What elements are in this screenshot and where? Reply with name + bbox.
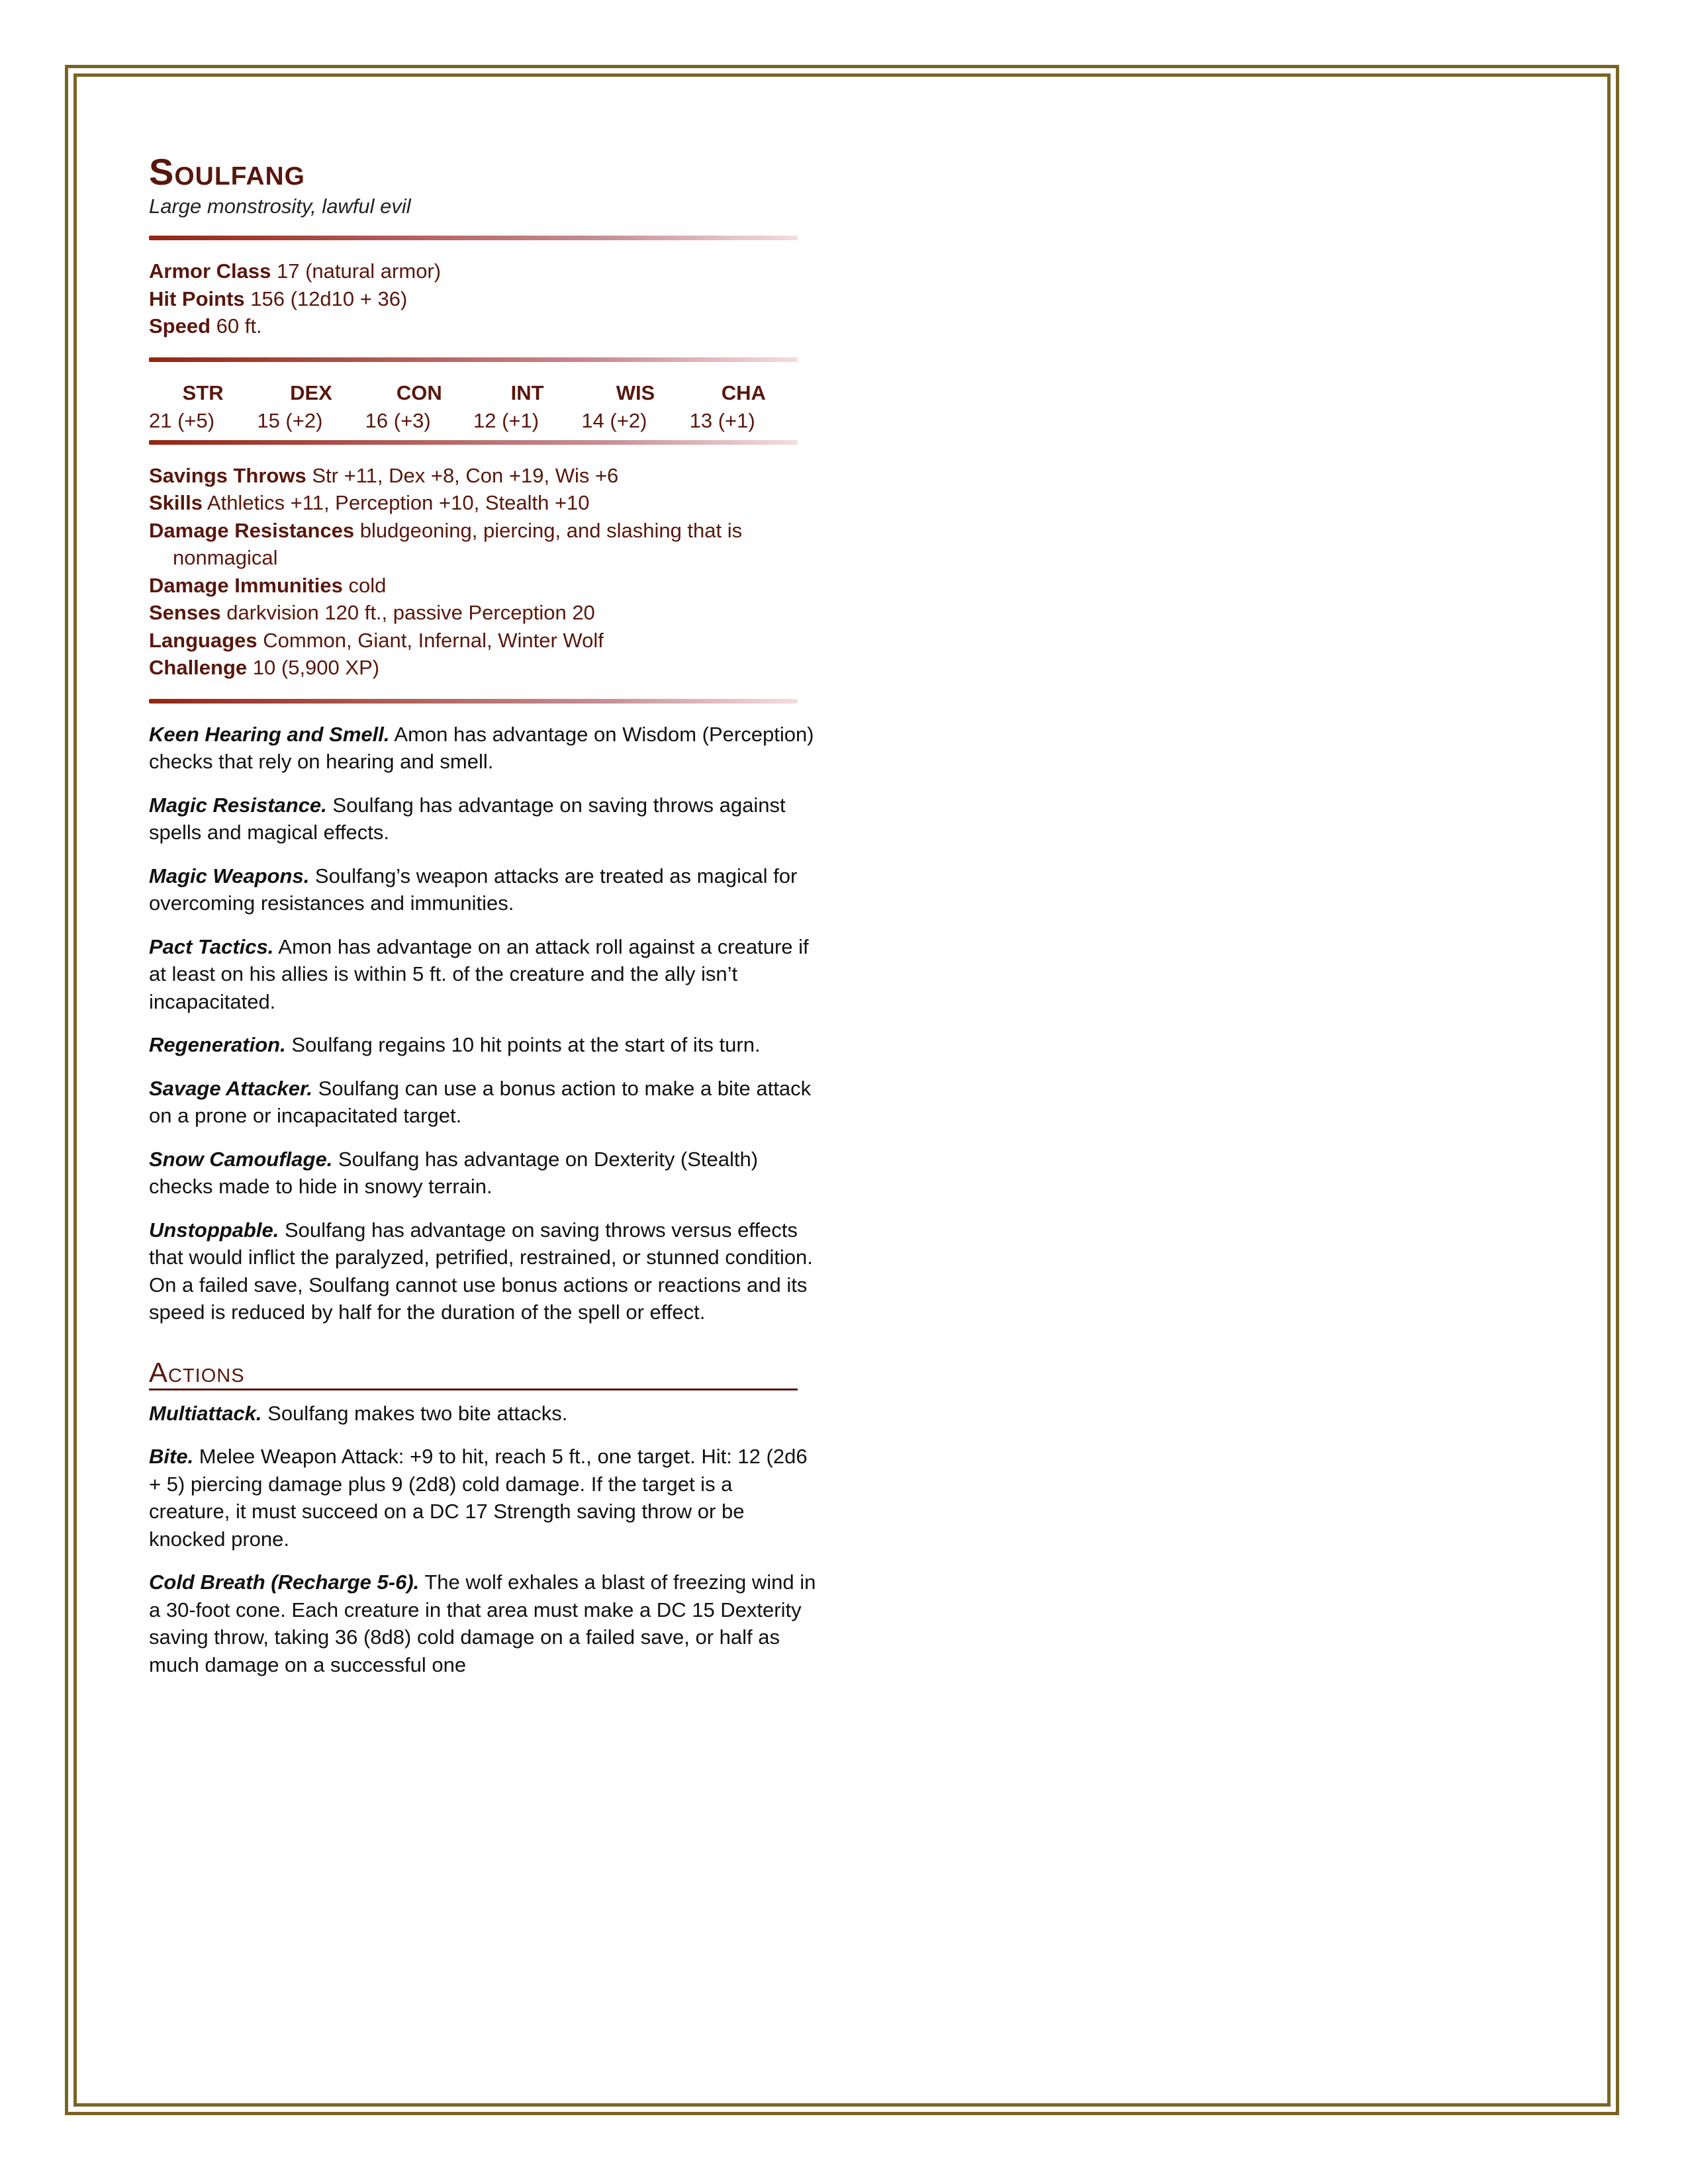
trait-text: Amon has advantage on Wisdom (Perception) checks that rely on hearing and smell. — [149, 722, 814, 773]
trait-savage-attacker — [149, 1075, 818, 1130]
trait-text: Soulfang has advantage on Dexterity (Stealth) checks made to hide in snowy terrain. — [149, 1147, 759, 1198]
damage-resistances-value: bludgeoning, piercing, and slashing that is — [359, 518, 743, 542]
armor-class-label: Armor Class — [149, 259, 271, 283]
trait-text: Soulfang’s weapon attacks are treated as magical for overcoming resistances and immunities. — [149, 864, 798, 915]
defense-section — [149, 257, 824, 340]
languages-line — [149, 627, 824, 655]
divider — [149, 440, 798, 445]
ability-cha — [690, 379, 798, 435]
trait-name: Unstoppable. — [149, 1218, 279, 1242]
trait-text: Amon has advantage on an attack roll against a creature if at least on his allies is within 5 ft. of the creature and the ally isn’t incapacitated. — [149, 934, 809, 1013]
ability-int — [473, 379, 581, 435]
action-name: Cold Breath (Recharge 5-6). — [149, 1570, 420, 1594]
ability-value: 12 (+1) — [473, 408, 539, 432]
damage-immunities-line — [149, 572, 824, 600]
trait-keen-hearing — [149, 721, 818, 776]
skills-value: Athletics +11, Perception +10, Stealth +10 — [207, 491, 590, 514]
trait-text: Soulfang has advantage on saving throws versus effects that would inflict the paralyzed, petrified, restrained, or stunned condition. On a failed save, Soulfang cannot use bonus actions or reactions and its speed is reduced by half for the duration of the spell or effect. — [149, 1218, 813, 1324]
divider — [149, 357, 798, 362]
properties-section — [149, 462, 824, 682]
divider — [149, 236, 798, 240]
ability-label: CON — [396, 381, 442, 404]
challenge-label: Challenge — [149, 656, 248, 679]
languages-label: Languages — [149, 628, 258, 652]
actions-section — [149, 1400, 824, 1679]
ability-value: 14 (+2) — [581, 408, 647, 432]
damage-resistances-continued: nonmagical — [173, 546, 278, 569]
saving-throws-label: Savings Throws — [149, 463, 306, 487]
challenge-value: 10 (5,900 XP) — [252, 656, 380, 679]
ability-value: 21 (+5) — [149, 408, 215, 432]
trait-regeneration — [149, 1031, 818, 1059]
damage-immunities-value: cold — [348, 573, 387, 597]
damage-resistances-label: Damage Resistances — [149, 518, 355, 542]
trait-name: Regeneration. — [149, 1033, 286, 1056]
trait-name: Savage Attacker. — [149, 1076, 313, 1100]
saving-throws-value: Str +11, Dex +8, Con +19, Wis +6 — [312, 463, 619, 487]
ability-value: 13 (+1) — [689, 408, 755, 432]
action-name: Multiattack. — [149, 1401, 262, 1425]
ability-con — [365, 379, 473, 435]
languages-value: Common, Giant, Infernal, Winter Wolf — [263, 628, 604, 652]
trait-name: Magic Weapons. — [149, 864, 310, 887]
action-bite — [149, 1443, 818, 1553]
hit-points-line — [149, 285, 824, 313]
hit-points-value: 156 (12d10 + 36) — [250, 287, 408, 310]
speed-line — [149, 312, 824, 340]
trait-text: Soulfang can use a bonus action to make a bite attack on a prone or incapacitated target. — [149, 1076, 812, 1127]
actions-heading: Actions — [149, 1357, 798, 1390]
trait-magic-weapons — [149, 862, 818, 917]
damage-resistances-line — [149, 517, 824, 545]
trait-unstoppable — [149, 1216, 818, 1326]
trait-name: Snow Camouflage. — [149, 1147, 333, 1171]
hit-points-label: Hit Points — [149, 287, 245, 310]
saving-throws-line — [149, 462, 824, 490]
senses-line — [149, 599, 824, 627]
action-text: Soulfang makes two bite attacks. — [261, 1401, 568, 1425]
armor-class-value: 17 (natural armor) — [276, 259, 442, 283]
action-cold-breath — [149, 1569, 818, 1678]
ability-str — [149, 379, 257, 435]
trait-text: Soulfang has advantage on saving throws against spells and magical effects. — [149, 793, 786, 844]
speed-label: Speed — [149, 314, 211, 338]
action-text: The wolf exhales a blast of freezing wind in a 30-foot cone. Each creature in that area must make a DC 15 Dexterity saving throw, taking 36 (8d8) cold damage on a failed save, or half as much damage on a successful one — [149, 1570, 816, 1676]
action-text: Melee Weapon Attack: +9 to hit, reach 5 ft., one target. Hit: 12 (2d6 + 5) piercing damage plus 9 (2d8) cold damage. If the target is a creature, it must succeed on a DC 17 Strength saving throw or be knocked prone. — [149, 1445, 808, 1551]
trait-name: Pact Tactics. — [149, 934, 274, 958]
trait-snow-camouflage — [149, 1146, 818, 1201]
trait-name: Magic Resistance. — [149, 793, 327, 817]
ability-label: STR — [182, 381, 224, 404]
action-name: Bite. — [149, 1445, 194, 1468]
ability-scores — [149, 379, 798, 435]
action-multiattack — [149, 1400, 818, 1428]
monster-name: Soulfang — [149, 151, 306, 193]
ability-value: 16 (+3) — [365, 408, 431, 432]
armor-class-line — [149, 257, 824, 285]
trait-pact-tactics — [149, 933, 818, 1016]
ability-label: CHA — [721, 381, 766, 404]
divider — [149, 699, 798, 704]
ability-label: WIS — [616, 381, 655, 404]
traits-section — [149, 721, 824, 1326]
speed-value: 60 ft. — [216, 314, 262, 338]
challenge-line — [149, 654, 824, 682]
senses-value: darkvision 120 ft., passive Perception 20 — [226, 601, 595, 624]
ability-dex — [257, 379, 365, 435]
trait-magic-resistance — [149, 792, 818, 846]
skills-label: Skills — [149, 491, 203, 514]
monster-type: Large monstrosity, lawful evil — [149, 195, 411, 218]
damage-immunities-label: Damage Immunities — [149, 573, 343, 597]
trait-text: Soulfang regains 10 hit points at the start of its turn. — [285, 1033, 761, 1056]
ability-label: INT — [510, 381, 544, 404]
ability-wis — [581, 379, 689, 435]
ability-label: DEX — [290, 381, 332, 404]
trait-name: Keen Hearing and Smell. — [149, 722, 390, 746]
ability-value: 15 (+2) — [257, 408, 323, 432]
stat-block — [149, 151, 824, 1694]
skills-line — [149, 489, 824, 517]
senses-label: Senses — [149, 601, 221, 624]
